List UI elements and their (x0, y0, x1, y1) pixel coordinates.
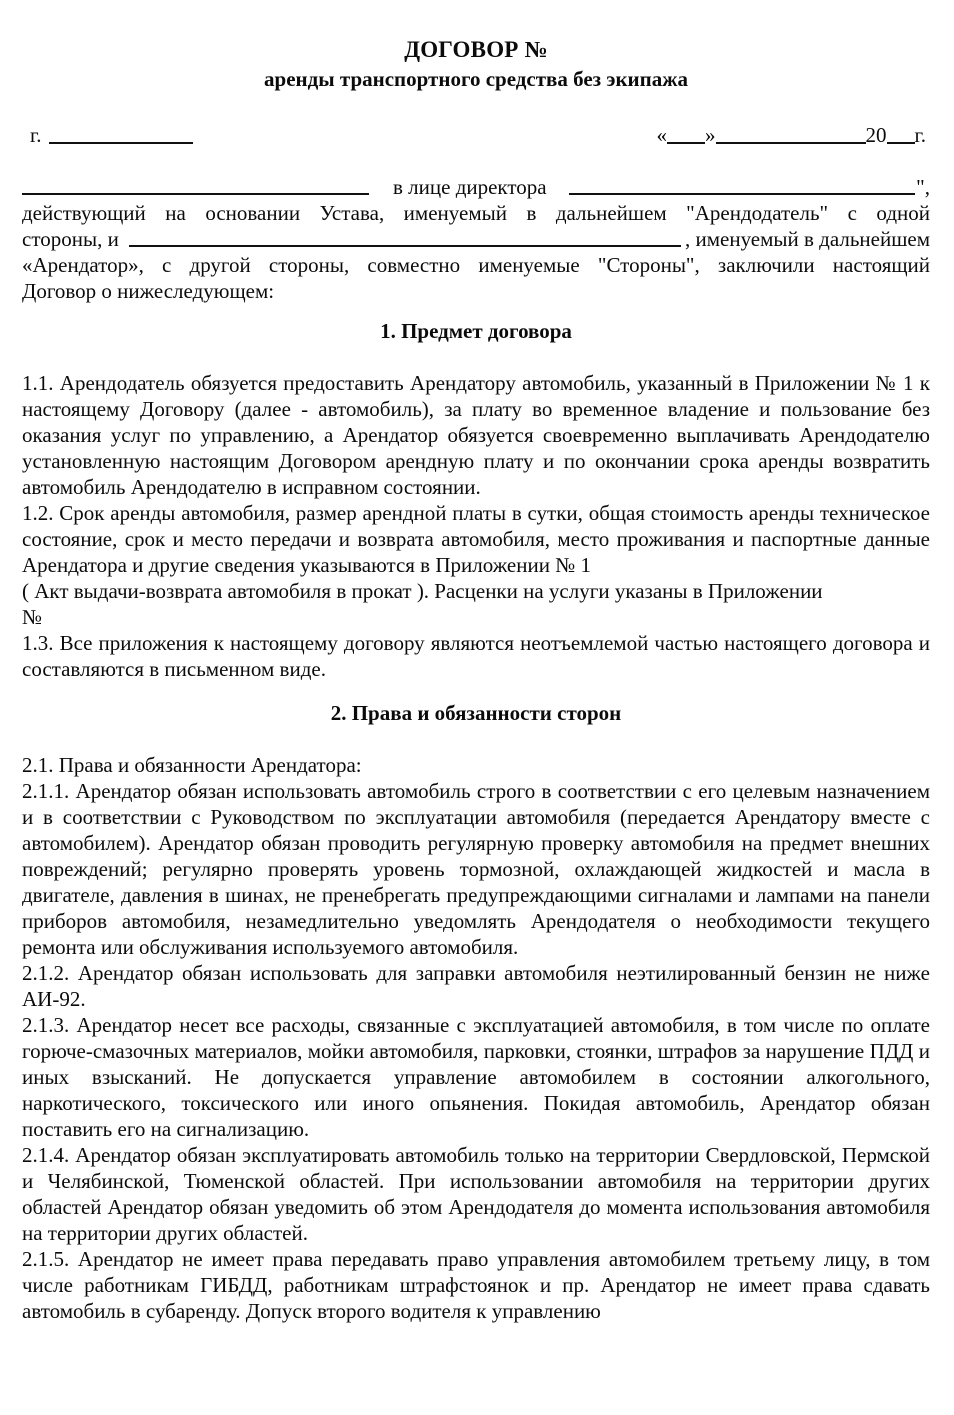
day-blank-line[interactable] (667, 142, 705, 144)
tenant-description-paragraph: «Арендатор», с другой стороны, совместно именуемые "Стороны", заключили настоящий (22, 253, 930, 277)
tenant-name-blank-line[interactable] (129, 245, 681, 247)
date-open-quote: « (656, 123, 667, 147)
place-and-date-row (22, 122, 930, 148)
director-phrase-label: в лице директора (393, 175, 547, 199)
clause-2-1-1: 2.1.1. Арендатор обязан использовать автомобиль строго в соответствии с его целевым назначением и в соответствии с Руководством по эксплуатации автомобиля (передается Арендатору вместе с автомобилем). Арендатор обязан проводить регулярную проверку автомобиля на предмет внешних повреждений; регулярно проверять уровень тормозной, охлаждающей жидкостей и масла в двигателе, давления в шинах, не пренебрегать предупреждающими сигналами и лампами на панели приборов автомобиля, незамедлительно уведомлять Арендодателя о необходимости текущего ремонта или обслуживания используемого автомобиля. (22, 779, 930, 959)
director-name-blank-line[interactable] (569, 193, 916, 195)
document-subtitle: аренды транспортного средства без экипажа (264, 67, 688, 91)
clause-2-1-2: 2.1.2. Арендатор обязан использовать для заправки автомобиля неэтилированный бензин не ниже АИ-92. (22, 961, 930, 1011)
clause-1-2-continued: ( Акт выдачи-возврата автомобиля в прокат ). Расценки на услуги указаны в Приложении (22, 579, 823, 603)
year-blank-line[interactable] (887, 142, 915, 144)
section-heading-2: 2. Права и обязанности сторон (330, 701, 622, 725)
tenant-line-tail: , именуемый в дальнейшем (684, 227, 930, 251)
date-field (657, 122, 927, 148)
clause-1-2-appendix-number: № (22, 605, 43, 629)
year-suffix-label: г. (914, 123, 926, 147)
landlord-line-tail: ", (916, 175, 930, 199)
clause-2-1-4: 2.1.4. Арендатор обязан эксплуатировать автомобиль только на территории Свердловской, Пермской и Челябинской, Тюменской областей. При использовании автомобиля на территории других областей Арендатор обязан уведомить об этом Арендодателя до момента использования автомобиля на территории других областей. (22, 1143, 930, 1245)
landlord-description-paragraph: действующий на основании Устава, именуемый в дальнейшем "Арендодатель" с одной (22, 201, 930, 225)
clause-1-1: 1.1. Арендодатель обязуется предоставить Арендатору автомобиль, указанный в Приложении № 1 к настоящему Договору (далее - автомобиль), за плату во временное владение и пользование без оказания услуг по управлению, а Арендатор обязуется своевременно выплачивать Арендодателю установленную настоящим Договором арендную плату и по окончании срока аренды возвратить автомобиль Арендодателю в исправном состоянии. (22, 371, 930, 499)
tenant-line-prefix: стороны, и (22, 227, 119, 251)
agreement-lead-in-paragraph: Договор о нижеследующем: (22, 279, 275, 303)
clause-2-1: 2.1. Права и обязанности Арендатора: (22, 753, 362, 777)
place-prefix-label: г. (30, 123, 42, 147)
year-prefix-label: 20 (865, 123, 887, 147)
landlord-line (22, 174, 930, 200)
city-blank-line[interactable] (49, 142, 193, 144)
month-blank-line[interactable] (716, 142, 866, 144)
parties-intro-block (22, 174, 930, 304)
tenant-line (22, 226, 930, 252)
place-field (22, 122, 193, 148)
clause-2-1-3: 2.1.3. Арендатор несет все расходы, связанные с эксплуатацией автомобиля, в том числе по оплате горюче-смазочных материалов, мойки автомобиля, парковки, стоянки, штрафов за нарушение ПДД и иных взысканий. Не допускается управление автомобилем в состоянии алкогольного, наркотического, токсического или иного опьянения. Покидая автомобиль, Арендатор обязан поставить его на сигнализацию. (22, 1013, 930, 1141)
date-close-quote: » (705, 123, 716, 147)
clause-1-2: 1.2. Срок аренды автомобиля, размер арендной платы в сутки, общая стоимость аренды техническое состояние, срок и место передачи и возврата автомобиля, место проживания и паспортные данные Арендатора и другие сведения указываются в Приложении № 1 (22, 501, 930, 577)
section-heading-1: 1. Предмет договора (380, 319, 572, 343)
clause-1-3: 1.3. Все приложения к настоящему договору являются неотъемлемой частью настоящего договора и составляются в письменном виде. (22, 631, 930, 681)
landlord-org-blank-line[interactable] (22, 193, 369, 195)
document-sheet (22, 0, 930, 1324)
clause-2-1-5: 2.1.5. Арендатор не имеет права передавать право управления автомобилем третьему лицу, в том числе работникам ГИБДД, работникам штрафстоянок и пр. Арендатор не имеет права сдавать автомобиль в субаренду. Допуск второго водителя к управлению (22, 1247, 930, 1323)
document-title: ДОГОВОР № (404, 37, 548, 62)
